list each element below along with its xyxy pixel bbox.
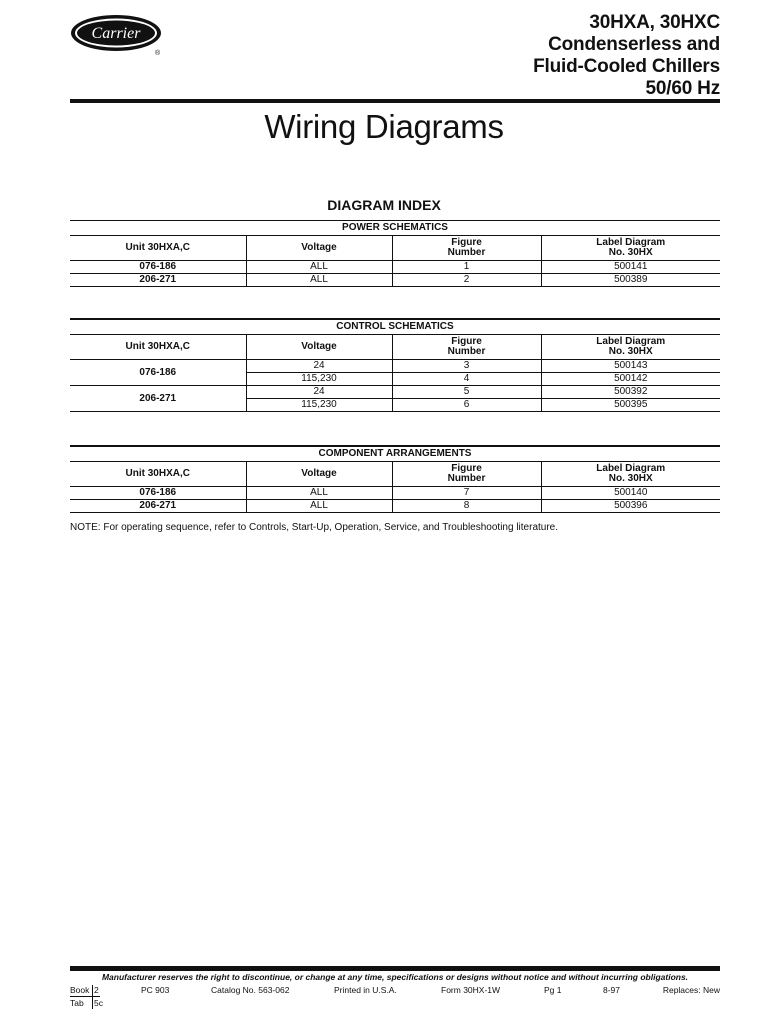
catalog-number: Catalog No. 563-062 (211, 985, 290, 995)
tab-label: Tab (70, 998, 84, 1008)
component-arrangements-table (70, 445, 720, 513)
col-voltage: Voltage (246, 462, 392, 487)
power-schematics-table (70, 220, 720, 287)
table-row: 076-186 24 3 500143 (70, 360, 720, 373)
header-rule (70, 99, 720, 103)
table-caption: COMPONENT ARRANGEMENTS (70, 446, 720, 462)
table-caption: POWER SCHEMATICS (70, 221, 720, 236)
form-number: Form 30HX-1W (441, 985, 501, 995)
disclaimer: Manufacturer reserves the right to discontinue, or change at any time, specifications or designs without notice and without incurring obligations. (101, 972, 689, 982)
table-row: 115,230 4 500142 (70, 373, 720, 386)
col-voltage: Voltage (246, 236, 392, 261)
book-value: 2 (94, 985, 99, 995)
registered-mark: ® (155, 50, 161, 56)
operating-note: NOTE: For operating sequence, refer to Controls, Start-Up, Operation, Service, and Troubleshooting literature. (70, 522, 559, 533)
table-caption: CONTROL SCHEMATICS (70, 319, 720, 335)
footer-info (70, 985, 720, 1011)
print-date: 8-97 (603, 985, 621, 995)
table-row: 115,230 6 500395 (70, 399, 720, 412)
product-line-2: Condenserless and (548, 34, 720, 55)
control-schematics-table (70, 318, 720, 412)
table-row: 076-186 ALL 1 500141 (70, 261, 720, 274)
product-line-4: 50/60 Hz (645, 78, 720, 99)
diagram-index-title: DIAGRAM INDEX (327, 197, 441, 213)
col-voltage: Voltage (246, 335, 392, 360)
col-figure: Figure Number (392, 462, 541, 487)
table-row: 206-271 ALL 8 500396 (70, 500, 720, 513)
col-figure: Figure Number (392, 236, 541, 261)
product-heading (533, 12, 720, 100)
product-line-3: Fluid-Cooled Chillers (533, 56, 720, 77)
col-label-diagram: Label Diagram No. 30HX (541, 236, 720, 261)
footer-rule (70, 966, 720, 971)
book-label: Book (70, 985, 90, 995)
document-title: Wiring Diagrams (264, 108, 504, 145)
carrier-logo (70, 14, 166, 54)
col-unit: Unit 30HXA,C (70, 236, 246, 261)
col-figure: Figure Number (392, 335, 541, 360)
col-label-diagram: Label Diagram No. 30HX (541, 462, 720, 487)
col-unit: Unit 30HXA,C (70, 462, 246, 487)
table-row: 206-271 24 5 500392 (70, 386, 720, 399)
logo-text: Carrier (91, 25, 141, 42)
page-number: Pg 1 (544, 985, 562, 995)
table-row: 076-186 ALL 7 500140 (70, 487, 720, 500)
printed-in: Printed in U.S.A. (334, 985, 397, 995)
col-unit: Unit 30HXA,C (70, 335, 246, 360)
tab-value: 5c (94, 998, 103, 1008)
table-row: 206-271 ALL 2 500389 (70, 274, 720, 287)
col-label-diagram: Label Diagram No. 30HX (541, 335, 720, 360)
pc-number: PC 903 (141, 985, 170, 995)
product-line-1: 30HXA, 30HXC (589, 12, 720, 33)
replaces: Replaces: New (662, 985, 720, 995)
